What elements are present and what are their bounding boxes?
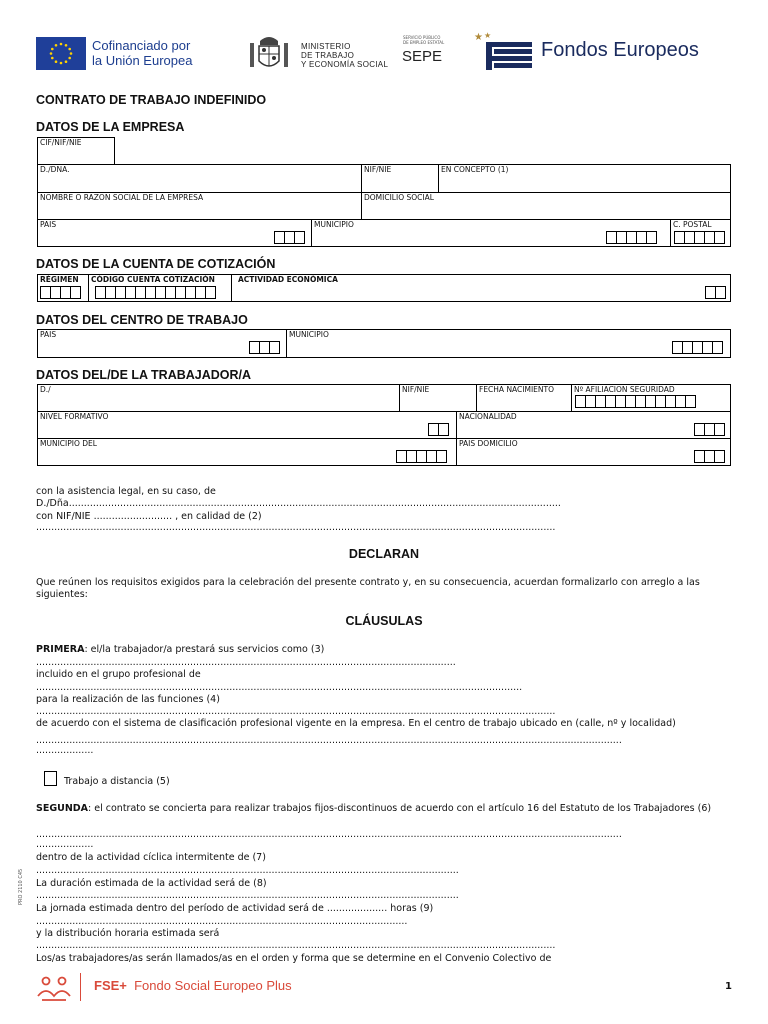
field-nombre[interactable]	[37, 192, 362, 220]
segunda-clause	[36, 803, 736, 815]
nacionalidad-boxes[interactable]	[694, 423, 725, 436]
page-number: 1	[725, 981, 732, 992]
asistencia-line-1: con la asistencia legal, en su caso, de	[36, 486, 216, 497]
declaran-heading: DECLARAN	[348, 547, 420, 561]
field-domicilio[interactable]	[361, 192, 731, 220]
postal-code-boxes[interactable]	[674, 231, 725, 244]
field-regimen[interactable]	[37, 274, 89, 302]
acuerdo-text: de acuerdo con el sistema de clasificación profesional vigente en la empresa. En el centro de trabajo ubicado en (calle, nº y localidad)	[36, 718, 676, 729]
segunda-label: SEGUNDA	[36, 803, 89, 814]
fse-divider	[80, 973, 81, 1001]
field-domicilio-label: DOMICILIO SOCIAL	[364, 193, 434, 202]
field-centro-municipio[interactable]	[286, 329, 731, 358]
field-pais[interactable]	[37, 219, 312, 247]
afiliacion-boxes[interactable]	[575, 395, 696, 408]
svg-text:★: ★	[474, 32, 483, 43]
segunda-dots[interactable]: ..................................................................................................................................................................................................	[36, 829, 622, 840]
primera-label: PRIMERA	[36, 644, 85, 655]
trabajo-distancia-checkbox[interactable]	[44, 771, 57, 786]
fse-name: Fondo Social Europeo Plus	[134, 978, 292, 993]
asistencia-line-3[interactable]: con NIF/NIE .......................... , en calidad de (2)	[36, 511, 262, 522]
municipio-code-boxes[interactable]	[606, 231, 657, 244]
primera-dots-1[interactable]: ...........................................................................................................................................	[36, 657, 456, 668]
declaran-text: Que reúnen los requisitos exigidos para la celebración del presente contrato y, en su consecuencia, acuerdan formalizarlo con arreglo a las siguientes:	[36, 577, 700, 600]
centro-municipio-boxes[interactable]	[672, 341, 723, 354]
funciones-text: para la realización de las funciones (4)	[36, 694, 220, 705]
field-centro-municipio-label: MUNICIPIO	[289, 330, 329, 339]
field-trabajador-d-label: D./	[40, 385, 51, 394]
municipio-domicilio-boxes[interactable]	[396, 450, 447, 463]
spain-coat-of-arms-icon	[247, 33, 291, 77]
pais-code-boxes[interactable]	[274, 231, 305, 244]
centro-pais-boxes[interactable]	[249, 341, 280, 354]
field-municipio[interactable]	[311, 219, 671, 247]
field-concepto-label: EN CONCEPTO (1)	[441, 165, 509, 174]
llamados-text: Los/as trabajadores/as serán llamados/as en el orden y forma que se determine en el Convenio Colectivo de	[36, 953, 552, 964]
field-cif[interactable]	[37, 137, 115, 165]
nivel-formativo-boxes[interactable]	[428, 423, 449, 436]
field-nivel-formativo-label: NIVEL FORMATIVO	[40, 412, 109, 421]
fse-label: FSE+	[94, 978, 127, 993]
field-nombre-label: NOMBRE O RAZON SOCIAL DE LA EMPRESA	[40, 193, 204, 202]
field-nif-label: NIF/NIE	[364, 165, 392, 174]
primera-text: : el/la trabajador/a prestará sus servicios como (3)	[84, 644, 325, 655]
field-dna[interactable]	[37, 164, 362, 193]
field-nivel-formativo[interactable]	[37, 411, 457, 439]
field-nacionalidad[interactable]	[456, 411, 731, 439]
sepe-label: SEPE	[402, 48, 443, 65]
duracion-text: La duración estimada de la actividad será de (8)	[36, 878, 267, 889]
section-centro-heading: DATOS DEL CENTRO DE TRABAJO	[36, 313, 248, 327]
field-trabajador-nif-label: NIF/NIE	[402, 385, 430, 394]
fondos-europeos-label: Fondos Europeos	[541, 39, 699, 61]
field-codigo-cuenta-label: CÓDIGO CUENTA COTIZACIÓN	[91, 275, 215, 284]
ministry-label: MINISTERIO DE TRABAJO Y ECONOMÍA SOCIAL	[301, 42, 389, 69]
field-nif[interactable]	[361, 164, 439, 193]
field-municipio-label: MUNICIPIO	[314, 220, 354, 229]
eu-cofinanced-label: Cofinanciado por la Unión Europea	[92, 38, 193, 68]
field-dna-label: D./DNA.	[40, 165, 70, 174]
field-afiliacion[interactable]	[571, 384, 731, 412]
section-trabajador-heading: DATOS DEL/DE LA TRABAJADOR/A	[36, 368, 252, 382]
side-form-code: PRO 2110 C45	[18, 868, 24, 905]
primera-clause	[36, 644, 324, 655]
horaria-dots[interactable]: ............................................................................................................................................................................	[36, 940, 556, 951]
horaria-text: y la distribución horaria estimada será	[36, 928, 220, 939]
eu-flag-logo	[36, 37, 86, 70]
field-actividad[interactable]	[231, 274, 731, 302]
field-municipio-domicilio[interactable]	[37, 438, 457, 466]
pais-domicilio-boxes[interactable]	[694, 450, 725, 463]
grupo-text: incluido en el grupo profesional de	[36, 669, 201, 680]
field-pais-label: PAIS	[40, 220, 57, 229]
field-regimen-label: RÉGIMEN	[40, 275, 79, 284]
ciclica-text: dentro de la actividad cíclica intermitente de (7)	[36, 852, 266, 863]
actividad-boxes[interactable]	[705, 286, 726, 299]
field-postal-label: C. POSTAL	[673, 220, 712, 229]
ciclica-dots[interactable]: ............................................................................................................................................	[36, 865, 459, 876]
svg-text:★: ★	[484, 31, 492, 40]
field-codigo-cuenta[interactable]	[88, 274, 232, 302]
field-centro-pais-label: PAIS	[40, 330, 57, 339]
field-nacionalidad-label: NACIONALIDAD	[459, 412, 517, 421]
segunda-text: : el contrato se concierta para realizar trabajos fijos-discontinuos de acuerdo con el artículo 16 del Estatuto de los Trabajadores (6)	[88, 803, 712, 814]
fse-people-icon	[36, 974, 72, 1006]
regimen-boxes[interactable]	[40, 286, 81, 299]
acuerdo-dots[interactable]: ..................................................................................................................................................................................................	[36, 735, 622, 746]
field-centro-pais[interactable]	[37, 329, 287, 358]
trabajo-distancia-label: Trabajo a distancia (5)	[64, 776, 170, 787]
fondos-europeos-logo-icon	[472, 30, 534, 76]
clausulas-heading: CLÁUSULAS	[345, 614, 423, 628]
field-pais-domicilio[interactable]	[456, 438, 731, 466]
duracion-dots[interactable]: ............................................................................................................................................	[36, 890, 459, 901]
segunda-dots-2[interactable]: ...................	[36, 839, 94, 850]
codigo-cuenta-boxes[interactable]	[95, 286, 216, 299]
field-trabajador-nif[interactable]	[399, 384, 477, 412]
sepe-small-text: SERVICIO PÚBLICO DE EMPLEO ESTATAL	[403, 35, 445, 45]
asistencia-line-4[interactable]: ............................................................................................................................................................................	[36, 522, 556, 533]
jornada-text: La jornada estimada dentro del período de actividad será de .................... horas (9)	[36, 903, 434, 914]
field-afiliacion-label: Nº AFILIACION SEGURIDAD	[574, 385, 675, 394]
jornada-dots[interactable]: ...........................................................................................................................	[36, 916, 408, 927]
field-actividad-label: ACTIVIDAD ECONÓMICA	[238, 275, 338, 284]
field-cif-label: CIF/NIF/NIE	[40, 138, 82, 147]
field-postal[interactable]	[670, 219, 731, 247]
field-concepto[interactable]	[438, 164, 731, 193]
section-empresa-heading: DATOS DE LA EMPRESA	[36, 120, 185, 134]
field-pais-domicilio-label: PAIS DOMICILIO	[459, 439, 518, 448]
asistencia-line-2[interactable]: D./Dña...................................................................................................................................................................	[36, 498, 561, 509]
field-municipio-domicilio-label: MUNICIPIO DEL	[40, 439, 97, 448]
field-trabajador-d[interactable]	[37, 384, 400, 412]
acuerdo-dots-2[interactable]: ...................	[36, 745, 94, 756]
grupo-dots[interactable]: .................................................................................................................................................................	[36, 682, 523, 693]
document-title: CONTRATO DE TRABAJO INDEFINIDO	[36, 93, 267, 107]
section-cotizacion-heading: DATOS DE LA CUENTA DE COTIZACIÓN	[36, 257, 276, 271]
field-fecha-nacimiento[interactable]	[476, 384, 572, 412]
funciones-dots[interactable]: ............................................................................................................................................................................	[36, 706, 556, 717]
field-fecha-nacimiento-label: FECHA NACIMIENTO	[479, 385, 555, 394]
fse-footer-label	[94, 978, 292, 993]
